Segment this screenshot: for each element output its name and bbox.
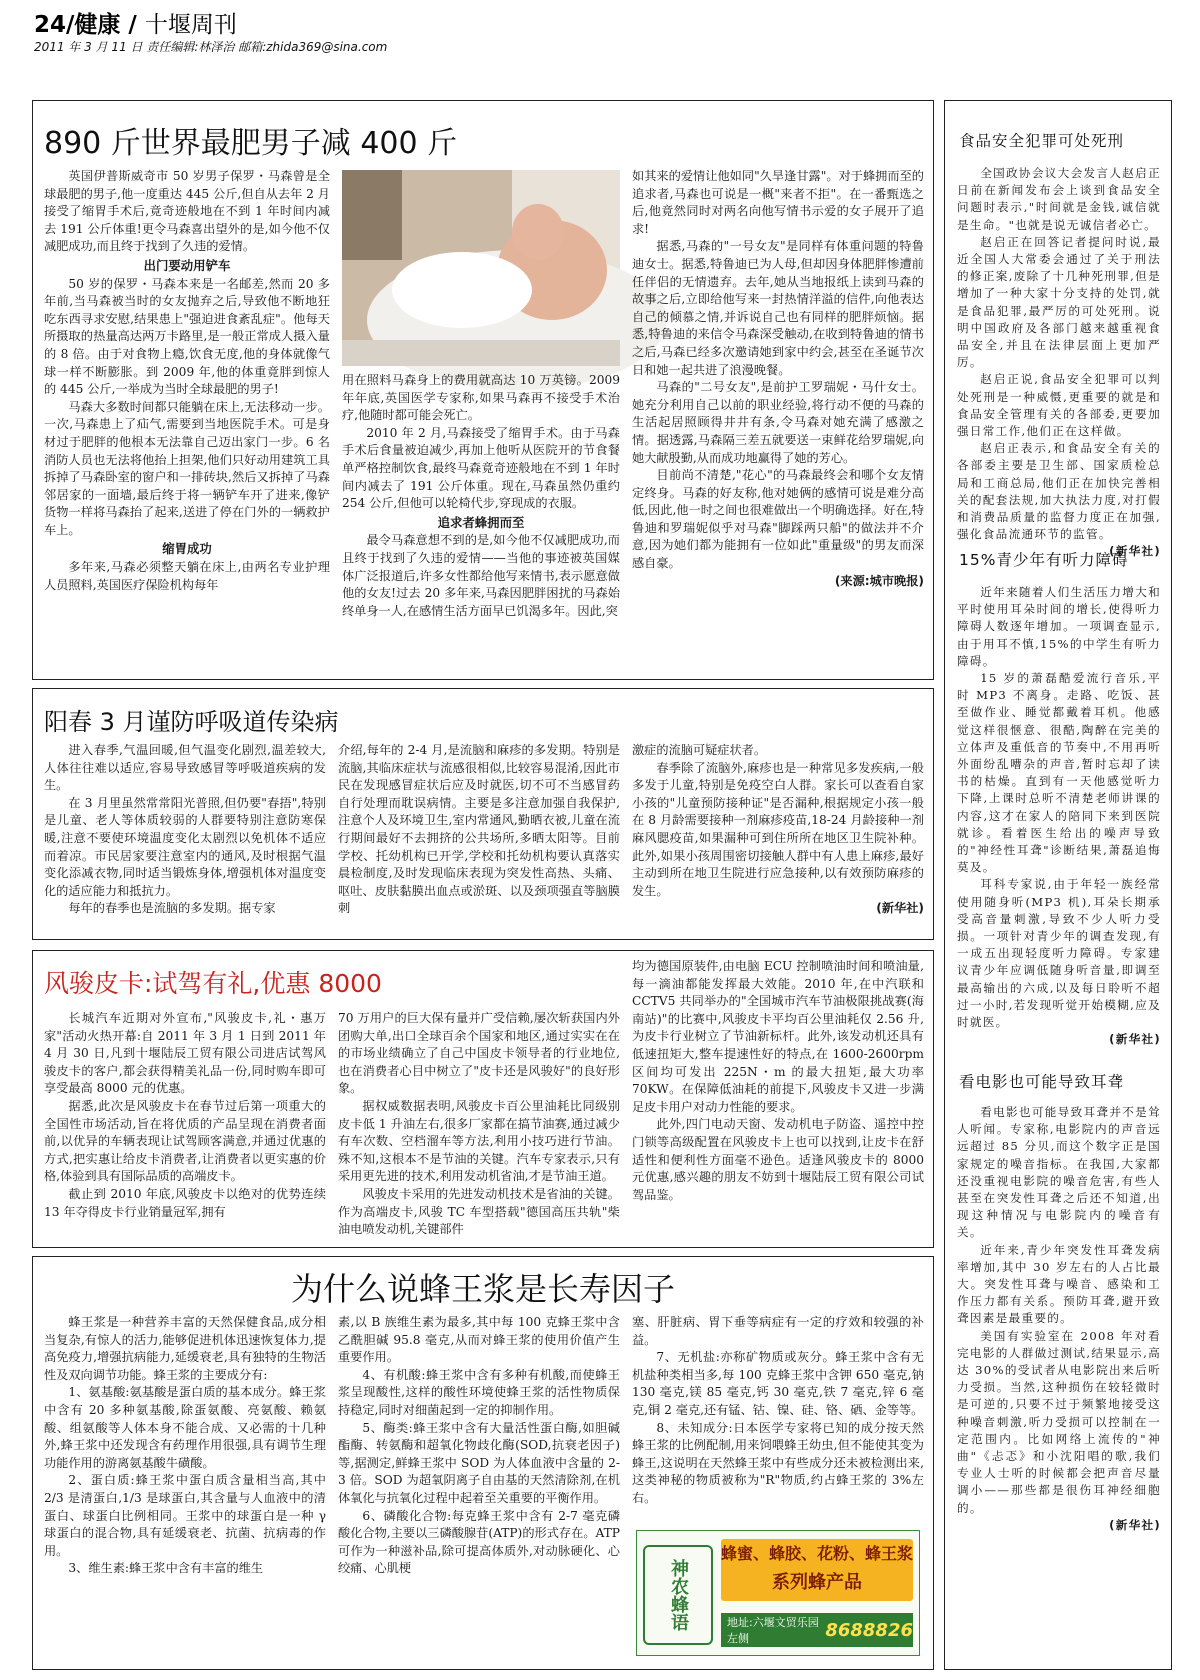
paragraph: 在 3 月里虽然常常阳光普照,但仍要"春捂",特别是儿童、老人等体质较弱的人群要特别注意防寒保暖,注意不要使环境温度变化太剧烈以免机体不适应而着凉。市民居家要注意室内的通风,及时根据气温变化添减衣物,同时适当锻炼身体,增强机体对温度变化的适应能力和抵抗力。 bbox=[44, 795, 326, 898]
paragraph: 耳科专家说,由于年轻一族经常使用随身听(MP3 机),耳朵长期承受高音量刺激,导致不少人听力受损。一项针对青少年的调查发现,有一成五出现轻度听力障碍。专家建议青少年应调低随身听音量,即调至最高输出的六成,以及每日聆听不超过一小时,若发现听觉开始模糊,应及时就医。 bbox=[957, 877, 1161, 1030]
paragraph: 4、有机酸:蜂王浆中含有多种有机酸,而使蜂王浆呈现酸性,这样的酸性环境使蜂王浆的活性物质保持稳定,同时对细菌起到一定的抑制作用。 bbox=[338, 1367, 620, 1417]
paragraph: 7、无机盐:亦称矿物质或灰分。蜂王浆中含有无机盐种类相当多,每 100 克蜂王浆中含钾 650 毫克,钠 130 毫克,镁 85 毫克,钙 30 毫克,铁 7 毫克,锌 6 毫克,铜 2 毫克,还有锰、钴、镍、硅、铬、硒、金等等。 bbox=[632, 1350, 924, 1417]
ad-phone: 8688826 bbox=[825, 1619, 913, 1641]
section-name: 健康 bbox=[74, 12, 121, 38]
paragraph: 目前尚不清楚,"花心"的马森最终会和哪个女友情定终身。马森的好友称,他对她俩的感情可说是难分高低,因此,他一时之间也很难做出一个明确选择。好在,特鲁迪和罗瑞妮似乎对马森"脚踩两只船"的做法并不介意,因为她们都为能拥有一位如此"重量级"的男友而深感自豪。 bbox=[632, 468, 924, 571]
paragraph: 素,以 B 族维生素为最多,其中每 100 克蜂王浆中含乙酰胆碱 95.8 毫克,从而对蜂王浆的使用价值产生重要作用。 bbox=[338, 1315, 620, 1365]
article-column bbox=[338, 1314, 620, 1664]
source-credit: (新华社) bbox=[1109, 1517, 1161, 1532]
subheading: 缩胃成功 bbox=[162, 541, 212, 557]
sidebar-section bbox=[945, 530, 1171, 1054]
article-title: 风骏皮卡:试驾有礼,优惠 8000 bbox=[44, 969, 382, 998]
source-credit: (新华社) bbox=[1109, 1032, 1161, 1047]
paragraph: 最令马森意想不到的是,如今他不仅减肥成功,而且终于找到了久违的爱情——当他的事迹被英国媒体广泛报道后,许多女性都给他写来情书,表示愿意做他的女友!过去 20 多年来,马森因肥胖困扰的马森始终单身一人,在感情生活方面早已饥渴多年。因此,突 bbox=[342, 533, 620, 618]
paragraph: 如其来的爱情让他如同"久旱逢甘露"。对于蜂拥而至的追求者,马森也可说是一概"来者不拒"。在一番甄选之后,他竟然同时对两名向他写情书示爱的女子展开了追求! bbox=[632, 169, 924, 236]
paragraph: 1、氨基酸:氨基酸是蛋白质的基本成分。蜂王浆中含有 20 多种氨基酸,除蛋氨酸、亮氨酸、赖氨酸、组氨酸等人体本身不能合成、又必需的十几种外,蜂王浆中还发现含有药理作用很强,具有调节生理功能作用的游离氨基酸牛磺酸。 bbox=[44, 1385, 326, 1470]
paragraph: 多年来,马森必须整天躺在床上,由两名专业护理人员照料,英国医疗保险机构每年 bbox=[44, 560, 330, 592]
page-header: 24/健康 / 十堰周刊 bbox=[34, 12, 237, 38]
article-column bbox=[44, 1010, 326, 1242]
paragraph: 马森大多数时间都只能躺在床上,无法移动一步。一次,马森患上了疝气,需要到当地医院手术。可是身材过于肥胖的他根本无法靠自己迈出家门一步。6 名消防人员也无法将他抬上担架,他们只好动用建筑工具拆掉了马森卧室的窗户和一排砖块,然后又拆掉了马森邻居家的一面墙,最后终于将一辆铲车开了进来,像铲货物一样将马森抬了起来,送进了停在门外的一辆救护车上。 bbox=[44, 399, 330, 537]
paragraph: 6、磷酸化合物:每克蜂王浆中含有 2-7 毫克磷酸化合物,主要以三磷酸腺苷(ATP)的形式存在。ATP 可作为一种滋补品,除可提高体质外,对动脉硬化、心绞痛、心肌梗 bbox=[338, 1508, 620, 1576]
article-column bbox=[44, 742, 326, 934]
paragraph: 塞、肝脏病、胃下垂等病症有一定的疗效和较强的补益。 bbox=[632, 1315, 924, 1347]
paragraph: 风骏皮卡采用的先进发动机技术是省油的关键。作为高端皮卡,风骏 TC 车型搭载"德国高压共轨"柴油电喷发动机,关键部件 bbox=[338, 1186, 620, 1237]
shennong-bee-logo bbox=[643, 1545, 713, 1645]
sidebar-body bbox=[957, 165, 1161, 559]
paragraph: 赵启正表示,和食品安全有关的各部委主要是卫生部、国家质检总局和工商总局,他们正在加快完善相关的配套法规,加大执法力度,对打假和消费品质量的监督力度正在加强,强化食品流通环节的监管。 bbox=[957, 441, 1161, 542]
paragraph: 2、蛋白质:蜂王浆中蛋白质含量相当高,其中 2/3 是清蛋白,1/3 是球蛋白,其含量与人血液中的清蛋白、球蛋白比例相同。王浆中的球蛋白是一种 γ 球蛋白的混合物,具有延缓衰老、抗菌、抗病毒的作用。 bbox=[44, 1473, 326, 1558]
ad-address-bar bbox=[721, 1613, 913, 1647]
paragraph: 进入春季,气温回暖,但气温变化剧烈,温差较大,人体往往难以适应,容易导致感冒等呼吸道疾病的发生。 bbox=[44, 743, 326, 793]
sidebar-body bbox=[957, 584, 1161, 1054]
sidebar-body bbox=[957, 1104, 1161, 1574]
paragraph: 介绍,每年的 2-4 月,是流脑和麻疹的多发期。特别是流脑,其临床症状与流感很相似,比较容易混淆,因此市民在发现感冒症状后应及时就医,切不可不当感冒药自行处理而耽误病情。主要是多注意加强自我保护,注意个人及环境卫生,室内常通风,勤晒衣被,儿童在流行期间最好不去拥挤的公共场所,多晒太阳等。目前学校、托幼机构已开学,学校和托幼机构要认真落实晨检制度,及时发现临床表现为突发性高热、头痛、呕吐、皮肤黏膜出血点或淤斑、以及颈项强直等脑膜刺 bbox=[338, 743, 620, 916]
source-credit: (来源:城市晚报) bbox=[834, 573, 924, 588]
ad-line1: 蜂蜜、蜂胶、花粉、蜂王浆 bbox=[721, 1544, 914, 1563]
article-title: 为什么说蜂王浆是长寿因子 bbox=[290, 1270, 675, 1308]
article-column bbox=[632, 742, 924, 934]
paragraph: 赵启正说,食品安全犯罪可以判处死刑是一种威慑,更重要的就是和食品安全管理有关的各部委,更要加强日常工作,他们正在这样做。 bbox=[957, 372, 1161, 439]
ad-address: 地址:六堰文贸乐园左侧 bbox=[727, 1616, 819, 1645]
bee-products-ad bbox=[636, 1530, 920, 1656]
paragraph: 15 岁的萧磊酷爱流行音乐,平时 MP3 不离身。走路、吃饭、甚至做作业、睡觉都戴着耳机。他感觉这样很惬意、很酷,陶醉在完美的立体声及重低音的节奏中,不用再听外面纷乱嘈杂的声音,暂时忘却了读书的枯燥。直到有一天他感觉听力下降,上课时总听不清楚老师讲课的内容,这才在家人的陪同下来到医院就诊。看着医生给出的噪声导致的"神经性耳聋"诊断结果,萧磊追悔莫及。 bbox=[957, 671, 1161, 875]
paragraph: 5、酶类:蜂王浆中含有大量活性蛋白酶,如胆碱酯酶、转氨酶和超氧化物歧化酶(SOD,抗衰老因子)等,据测定,鲜蜂王浆中 SOD 为人体血液中含量的 2-3 倍。SOD 为超氧阴离子自由基的天然清除剂,在机体氧化与抗氧化过程中起着至关重要的平衡作用。 bbox=[338, 1420, 620, 1505]
paragraph: 看电影也可能导致耳聋并不是耸人听闻。专家称,电影院内的声音远远超过 85 分贝,而这个数字正是国家规定的噪音指标。在我国,大家都还没重视电影院的噪音危害,有些人甚至在突发性耳聋之后还不知道,出现这种情况与电影院内的噪音有关。 bbox=[957, 1105, 1161, 1240]
article-title: 阳春 3 月谨防呼吸道传染病 bbox=[44, 708, 339, 736]
issue-line: 2011 年 3 月 11 日 责任编辑:林泽治 邮箱:zhida369@sina.com bbox=[34, 40, 388, 54]
paragraph: 50 岁的保罗・马森本来是一名邮差,然而 20 多年前,当马森被当时的女友抛弃之后,导致他不断地狂吃东西寻求安慰,结果患上"强迫进食紊乱症"。他每天所摄取的热量高达两万卡路里,是一般正常成人摄入量的 8 倍。由于对食物上瘾,饮食无度,他的身体就像气球一样不断膨胀。到 2009 年,他的体重竟胖到惊人的 445 公斤,一举成为当时全球最肥的男子! bbox=[44, 276, 330, 397]
paragraph: 蜂王浆是一种营养丰富的天然保健食品,成分相当复杂,有惊人的活力,能够促进机体迅速恢复体力,提高免疫力,增强抗病能力,延缓衰老,具有独特的生物活性及双向调节功能。蜂王浆的主要成分有: bbox=[44, 1315, 326, 1382]
paragraph: 美国有实验室在 2008 年对看完电影的人群做过测试,结果显示,高达 30%的受试者从电影院出来后听力受损。当然,这种损伤在较轻微时是可逆的,只要不过于频繁地接受这种噪音刺激,听力受损可以控制在一定范围内。比如网络上流传的"神曲"《忐忑》和小沈阳唱的歌,我们专业人士听的时候都会把声音尽量调小——那些都是很伤耳神经细胞的。 bbox=[957, 1328, 1161, 1515]
article-column bbox=[44, 1314, 326, 1664]
sidebar-title: 看电影也可能导致耳聋 bbox=[959, 1073, 1125, 1091]
paragraph: 赵启正在回答记者提问时说,最近全国人大常委会通过了关于刑法的修正案,废除了十几种死刑罪,但是增加了一种大家十分支持的处罚,就是食品犯罪,最严厉的可处死刑。说明中国政府及各部门越来越重视食品安全,并且在法律层面上更加严厉。 bbox=[957, 234, 1161, 370]
article-column bbox=[338, 1010, 620, 1242]
sidebar-title: 食品安全犯罪可处死刑 bbox=[959, 132, 1125, 150]
paragraph: 每年的春季也是流脑的多发期。据专家 bbox=[68, 901, 276, 916]
article-column bbox=[632, 1314, 924, 1524]
source-credit: (新华社) bbox=[1109, 544, 1161, 559]
paragraph: 全国政协会议大会发言人赵启正日前在新闻发布会上谈到食品安全问题时表示,"时间就是金钱,诚信就是生命。"也就是说无诚信者必亡。 bbox=[957, 166, 1161, 232]
sidebar-title: 15%青少年有听力障碍 bbox=[959, 551, 1129, 569]
paragraph: 此外,四门电动天窗、发动机电子防盗、遥控中控门锁等高级配置在风骏皮卡上也可以找到,让皮卡在舒适性和便利性方面毫不逊色。适逢风骏皮卡的 8000 元优惠,感兴趣的朋友不妨到十堰陆辰工贸有限公司试驾品鉴。 bbox=[632, 1117, 924, 1202]
paragraph: 截止到 2010 年底,风骏皮卡以绝对的优势连续 13 年夺得皮卡行业销量冠军,拥有 bbox=[44, 1186, 326, 1219]
page-number: 24/ bbox=[34, 12, 75, 38]
paragraph: 英国伊普斯威奇市 50 岁男子保罗・马森曾是全球最肥的男子,他一度重达 445 公斤,但自从去年 2 月接受了缩胃手术后,竟奇迹般地在不到 1 年时间内减去 191 公斤体重!更令马森喜出望外的是,如今他不仅减肥成功,而且终于找到了久违的爱情。 bbox=[44, 169, 330, 254]
paragraph: 8、未知成分:日本医学专家将已知的成分按天然蜂王浆的比例配制,用来饲喂蜂王幼虫,但不能使其变为蜂王,这说明在天然蜂王浆中有些成分还未被检测出来,这类神秘的物质被称为"R"物质,约占蜂王浆的 3%左右。 bbox=[632, 1420, 924, 1505]
paragraph: 3、维生素:蜂王浆中含有丰富的维生 bbox=[68, 1561, 264, 1576]
paragraph: 近年来,青少年突发性耳聋发病率增加,其中 30 岁左右的人占比最大。突发性耳聋与噪音、感染和工作压力都有关系。预防耳聋,避开致聋因素是最重要的。 bbox=[957, 1242, 1161, 1326]
source-credit: (新华社) bbox=[876, 901, 924, 916]
sidebar bbox=[944, 100, 1172, 1670]
paragraph: 春季除了流脑外,麻疹也是一种常见多发疾病,一般多发于儿童,特别是免疫空白人群。家长可以查看自家小孩的"儿童预防接种证"是否漏种,根据规定小孩一般在 8 月龄需要接种一剂麻疹疫苗,18-24 月龄接种一剂麻风腮疫苗,如果漏种可到住所所在地区卫生院补种。此外,如果小孩周围密切接触人群中有人患上麻疹,最好主动到所在地卫生院进行应急接种,以有效预防麻疹的发生。 bbox=[632, 760, 924, 898]
paragraph: 据权威数据表明,风骏皮卡百公里油耗比同级别皮卡低 1 升油左右,很多厂家都在搞节油赛,通过减少有车次数、空档溜车等方法,利用小技巧进行节油。殊不知,这根本不是节油的关键。汽车专家表示,只有采用更先进的技术,利用发动机省油,才是节油王道。 bbox=[338, 1098, 620, 1184]
article-column bbox=[632, 958, 924, 1242]
paragraph: 激症的流脑可疑症状者。 bbox=[632, 743, 767, 757]
article-column bbox=[44, 168, 330, 673]
subheading: 追求者蜂拥而至 bbox=[437, 514, 525, 530]
article-title: 890 斤世界最肥男子减 400 斤 bbox=[44, 126, 458, 161]
sidebar-section bbox=[945, 101, 1171, 559]
paper-name: 十堰周刊 bbox=[144, 12, 237, 38]
sidebar-section bbox=[945, 1054, 1171, 1574]
article-column bbox=[338, 742, 620, 934]
paragraph: 70 万用户的巨大保有量并广受信赖,屡次斩获国内外团购大单,出口全球百余个国家和地区,通过实实在在的市场业绩确立了自己中国皮卡领导者的行业地位,也在消费者心目中树立了"皮卡还是风骏好"的良好形象。 bbox=[338, 1011, 620, 1096]
paragraph: 近年来随着人们生活压力增大和平时使用耳朵时间的增长,使得听力障碍人数逐年增加。一项调查显示,由于用耳不慎,15%的中学生有听力障碍。 bbox=[957, 585, 1161, 668]
subheading: 出门要动用铲车 bbox=[143, 257, 231, 273]
paragraph: 马森的"二号女友",是前护工罗瑞妮・马什女士。她充分利用自己以前的职业经验,将行动不便的马森的生活起居照顾得井井有条,令马森对她充满了感激之情。据透露,马森隔三差五就要送一束鲜花给罗瑞妮,向她大献殷勤,从而成功地赢得了她的芳心。 bbox=[632, 380, 924, 465]
paragraph: 均为德国原装件,由电脑 ECU 控制喷油时间和喷油量,每一滴油都能发挥最大效能。2010 年,在中汽联和 CCTV5 共同举办的"全国城市汽车节油极限挑战赛(海南站)"的比赛中,风骏皮卡平均百公里油耗仅 2.56 升,为皮卡行业树立了节油新标杆。此外,该发动机还具有低速扭矩大,整车提速性好的特点,在 1600-2600rpm 区间均可发出 225N・m 的最大扭矩,最大功率 70KW。在保障低油耗的前提下,风骏皮卡又进一步满足皮卡用户对动力性能的要求。 bbox=[632, 959, 924, 1114]
logo-text: 神农蜂语 bbox=[668, 1559, 689, 1631]
article-column bbox=[342, 372, 620, 674]
paragraph: 据悉,此次是风骏皮卡在春节过后第一项重大的全国性市场活动,旨在将优质的产品呈现在消费者面前,以优异的车辆表现让试驾顾客满意,并通过优惠的方式,把实惠让给皮卡消费者,让消费者以更实惠的价格,体验到具有国际品质的高端皮卡。 bbox=[44, 1098, 326, 1184]
article-column bbox=[632, 168, 924, 673]
paragraph: 据悉,马森的"一号女友"是同样有体重问题的特鲁迪女士。据悉,特鲁迪已为人母,但却因身体肥胖惨遭前任伴侣的无情遗弃。去年,她从当地报纸上读到马森的故事之后,立即给他写来一封热情洋溢的信件,向他表达自己的倾慕之情,并诉说自己也有同样的肥胖烦恼。据悉,特鲁迪的来信令马森深受触动,在收到特鲁迪的情书之后,马森已经多次邀请她到家中约会,甚至在圣诞节次日和她一起共进了浪漫晚餐。 bbox=[632, 239, 924, 377]
paragraph: 2010 年 2 月,马森接受了缩胃手术。由于马森手术后食量被迫减少,再加上他听从医院开的节食餐单严格控制饮食,最终马森竟奇迹般地在不到 1 年时间内减去了 191 公斤体重。现在,马森虽然仍重约 254 公斤,但他可以轮椅代步,穿现成的衣服。 bbox=[342, 425, 620, 511]
paragraph: 用在照料马森身上的费用就高达 10 万英镑。2009 年年底,英国医学专家称,如果马森再不接受手术治疗,他随时都可能会死亡。 bbox=[342, 373, 620, 423]
ad-banner bbox=[721, 1539, 913, 1601]
paragraph: 长城汽车近期对外宣布,"风骏皮卡,礼・惠万家"活动火热开幕:自 2011 年 3 月 1 日到 2011 年 4 月 30 日,凡到十堰陆辰工贸有限公司进店试驾风骏皮卡的客户,都会获得精美礼品一份,同时购车即可享受最高 8000 元的优惠。 bbox=[44, 1011, 326, 1096]
ad-line2: 系列蜂产品 bbox=[772, 1572, 862, 1593]
obese-man-in-bed-photo bbox=[342, 170, 620, 366]
